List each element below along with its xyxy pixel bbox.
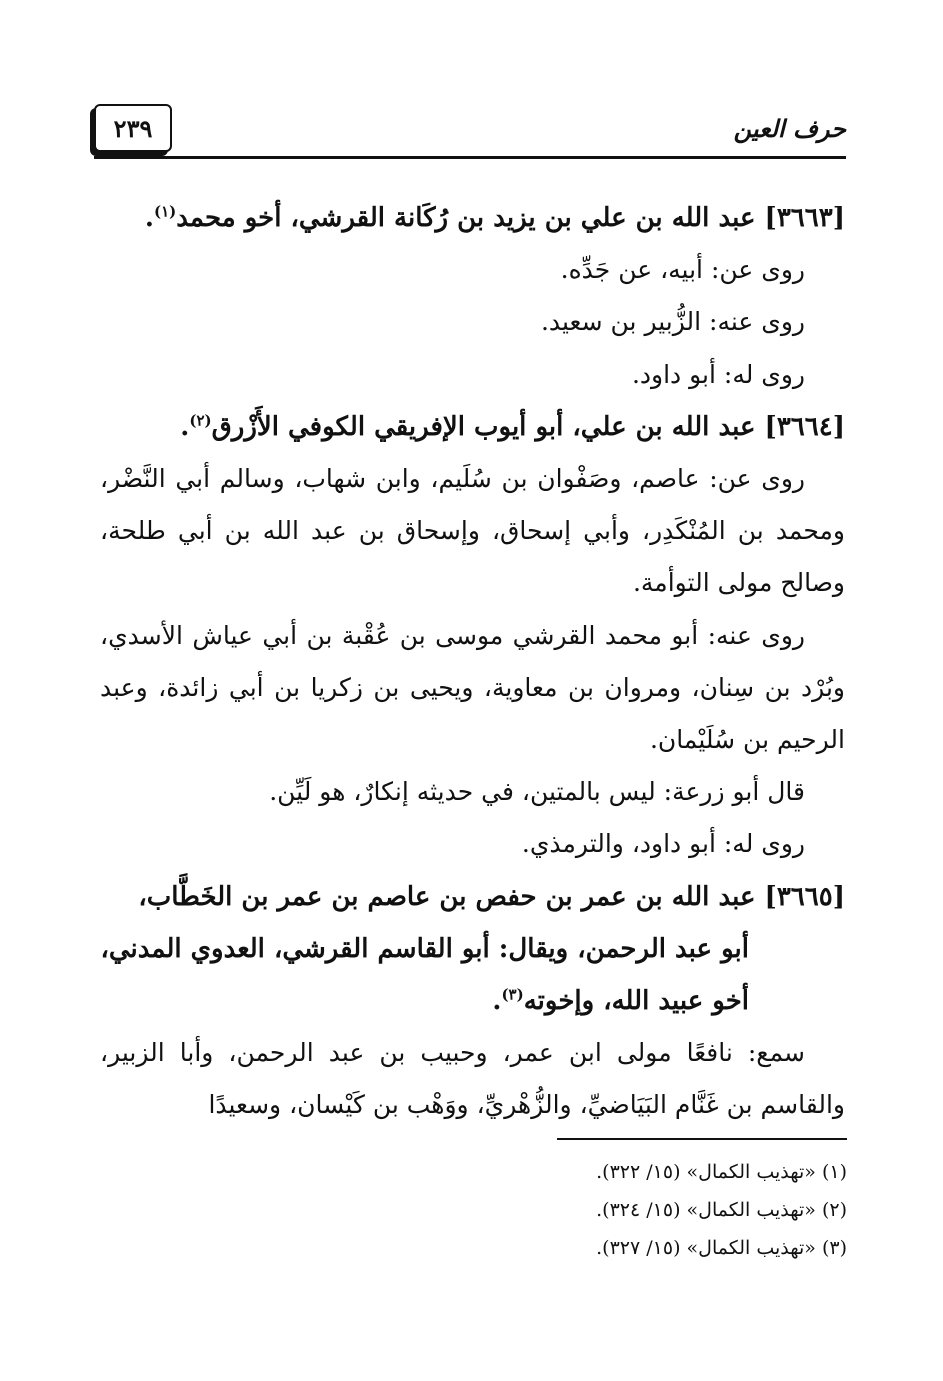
header-divider — [94, 156, 846, 159]
main-text — [100, 192, 845, 1132]
entry-heading-3664: [٣٦٦٤] عبد الله بن علي، أبو أيوب الإفريقي الكوفي الأَزْرق$^{(٢)}$. — [180, 411, 845, 442]
footnote-ref-3[interactable]: (٣) — [501, 985, 524, 1004]
footnote-1: (١) «تهذيب الكمال» (١٥/ ٣٢٢). — [596, 1161, 847, 1183]
narrated-by: روى عنه: الزُّبير بن سعيد. — [540, 307, 805, 337]
reported-by: روى له: أبو داود، والترمذي. — [521, 829, 805, 859]
footnote-2: (٢) «تهذيب الكمال» (١٥/ ٣٢٤). — [596, 1199, 847, 1221]
critic-statement: قال أبو زرعة: ليس بالمتين، في حديثه إنكارٌ، هو لَيِّن. — [269, 777, 805, 807]
page-number: ٢٣٩ — [94, 104, 172, 152]
narrated-from: روى عن: عاصم، وصَفْوان بن سُلَيم، وابن شهاب، وسالم أبي النَّضْر، ومحمد بن المُنْكَدِر، وأبي إسحاق، وإسحاق بن عبد الله بن أبي طلحة، وصالح مولى التوأمة. — [100, 464, 845, 598]
footnote-divider — [557, 1138, 847, 1140]
footnote-3: (٣) «تهذيب الكمال» (١٥/ ٣٢٧). — [596, 1237, 847, 1259]
entry-heading-3665-cont: أبو عبد الرحمن، ويقال: أبو القاسم القرشي، العدوي المدني، — [100, 933, 749, 964]
reported-by: روى له: أبو داود. — [631, 359, 805, 389]
running-title: حرف العين — [733, 114, 846, 143]
footnote-ref-2[interactable]: (٢) — [189, 411, 212, 430]
footnotes — [102, 1153, 847, 1267]
entry-heading-3665: [٣٦٦٥] عبد الله بن عمر بن حفص بن عاصم بن عمر بن الخَطَّاب، — [138, 881, 845, 912]
page-header — [94, 100, 846, 158]
heard-from: سمع: نافعًا مولى ابن عمر، وحبيب بن عبد الرحمن، وأبا الزبير، والقاسم بن غَنَّام البَيَاضيِّ، والزُّهْريِّ، ووَهْب بن كَيْسان، وسعيدًا — [100, 1038, 845, 1120]
footnote-ref-1[interactable]: (١) — [153, 202, 177, 221]
narrated-from: روى عن: أبيه، عن جَدِّه. — [560, 255, 805, 285]
entry-heading-3665-end: أخو عبيد الله، وإخوته$^{(٣)}$. — [492, 985, 749, 1017]
entry-heading-3663: [٣٦٦٣] عبد الله بن علي بن يزيد بن رُكَانة القرشي، أخو محمد$^{(١)}$. — [144, 202, 845, 233]
narrated-by: روى عنه: أبو محمد القرشي موسى بن عُقْبة بن أبي عياش الأسدي، وبُرْد بن سِنان، ومروان بن معاوية، ويحيى بن زكريا بن أبي زائدة، وعبد الرحيم بن سُلَيْمان. — [100, 620, 845, 755]
